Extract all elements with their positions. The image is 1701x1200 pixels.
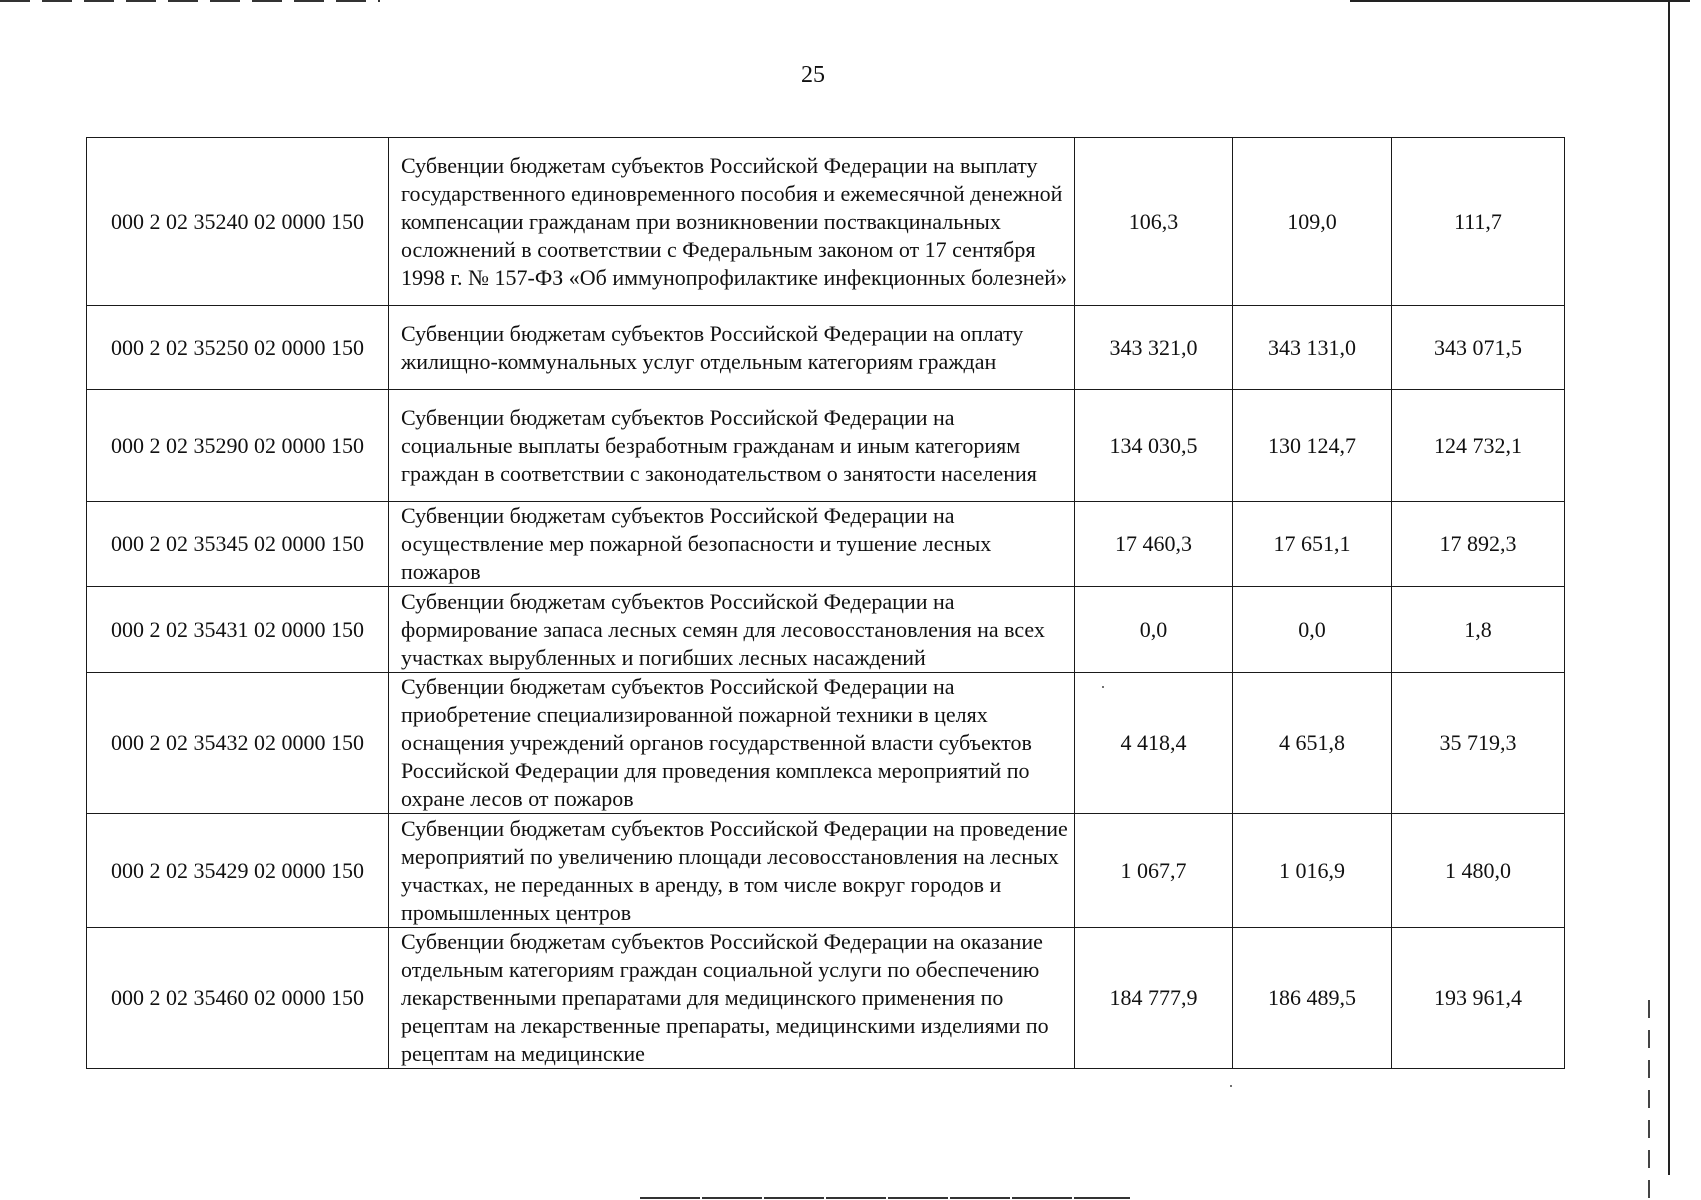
table-row [87, 502, 1565, 587]
budget-description: Субвенции бюджетам субъектов Российской Федерации на социальные выплаты безработным гражданам и иным категориям граждан в соответствии с законодательством о занятости населения [389, 390, 1075, 502]
table-row [87, 138, 1565, 306]
budget-code: 000 2 02 35429 02 0000 150 [87, 814, 389, 928]
amount-year-3: 124 732,1 [1392, 390, 1565, 502]
scan-right-edge-line [1668, 0, 1670, 1175]
table-row [87, 587, 1565, 673]
amount-year-1: 184 777,9 [1075, 928, 1233, 1069]
table-row [87, 390, 1565, 502]
budget-code: 000 2 02 35290 02 0000 150 [87, 390, 389, 502]
amount-year-1: 343 321,0 [1075, 306, 1233, 390]
budget-code: 000 2 02 35345 02 0000 150 [87, 502, 389, 587]
page-number: 25 [801, 62, 825, 88]
scan-speck [1230, 1085, 1232, 1087]
budget-code: 000 2 02 35432 02 0000 150 [87, 673, 389, 814]
scan-right-edge-dash [1648, 1000, 1650, 1200]
amount-year-2: 109,0 [1233, 138, 1392, 306]
amount-year-2: 186 489,5 [1233, 928, 1392, 1069]
budget-table [86, 137, 1565, 1069]
amount-year-1: 0,0 [1075, 587, 1233, 673]
budget-code: 000 2 02 35240 02 0000 150 [87, 138, 389, 306]
budget-description: Субвенции бюджетам субъектов Российской Федерации на проведение мероприятий по увеличению площади лесовосстановления на лесных участках, не переданных в аренду, в том числе вокруг городов и промышленных центров [389, 814, 1075, 928]
amount-year-2: 130 124,7 [1233, 390, 1392, 502]
budget-description: Субвенции бюджетам субъектов Российской Федерации на оплату жилищно-коммунальных услуг отдельным категориям граждан [389, 306, 1075, 390]
amount-year-2: 17 651,1 [1233, 502, 1392, 587]
budget-description: Субвенции бюджетам субъектов Российской Федерации на оказание отдельным категориям граждан социальной услуги по обеспечению лекарственными препаратами для медицинского применения по рецептам на лекарственные препараты, медицинскими изделиями по рецептам на медицинские [389, 928, 1075, 1069]
scan-top-edge-dash [0, 0, 380, 2]
amount-year-2: 0,0 [1233, 587, 1392, 673]
budget-description: Субвенции бюджетам субъектов Российской Федерации на формирование запаса лесных семян для лесовосстановления на всех участках вырубленных и погибших лесных насаждений [389, 587, 1075, 673]
budget-description: Субвенции бюджетам субъектов Российской Федерации на выплату государственного единовременного пособия и ежемесячной денежной компенсации гражданам при возникновении поствакцинальных осложнений в соответствии с Федеральным законом от 17 сентября 1998 г. № 157-ФЗ «Об иммунопрофилактике инфекционных болезней» [389, 138, 1075, 306]
amount-year-1: 17 460,3 [1075, 502, 1233, 587]
table-row [87, 814, 1565, 928]
amount-year-1: 4 418,4 [1075, 673, 1233, 814]
budget-description: Субвенции бюджетам субъектов Российской Федерации на приобретение специализированной пожарной техники в целях оснащения учреждений органов государственной власти субъектов Российской Федерации для проведения комплекса мероприятий по охране лесов от пожаров [389, 673, 1075, 814]
scan-bottom-edge-line [640, 1197, 1130, 1199]
table-row [87, 673, 1565, 814]
budget-description: Субвенции бюджетам субъектов Российской Федерации на осуществление мер пожарной безопасности и тушение лесных пожаров [389, 502, 1075, 587]
table-row [87, 928, 1565, 1069]
budget-code: 000 2 02 35460 02 0000 150 [87, 928, 389, 1069]
table-row [87, 306, 1565, 390]
amount-year-3: 35 719,3 [1392, 673, 1565, 814]
budget-code: 000 2 02 35250 02 0000 150 [87, 306, 389, 390]
amount-year-2: 1 016,9 [1233, 814, 1392, 928]
amount-year-1: 1 067,7 [1075, 814, 1233, 928]
amount-year-1: 134 030,5 [1075, 390, 1233, 502]
amount-year-3: 1 480,0 [1392, 814, 1565, 928]
amount-year-3: 193 961,4 [1392, 928, 1565, 1069]
amount-year-3: 1,8 [1392, 587, 1565, 673]
amount-year-3: 111,7 [1392, 138, 1565, 306]
amount-year-1: 106,3 [1075, 138, 1233, 306]
scan-top-edge-line [1350, 0, 1690, 2]
amount-year-3: 17 892,3 [1392, 502, 1565, 587]
amount-year-2: 343 131,0 [1233, 306, 1392, 390]
budget-code: 000 2 02 35431 02 0000 150 [87, 587, 389, 673]
amount-year-3: 343 071,5 [1392, 306, 1565, 390]
amount-year-2: 4 651,8 [1233, 673, 1392, 814]
